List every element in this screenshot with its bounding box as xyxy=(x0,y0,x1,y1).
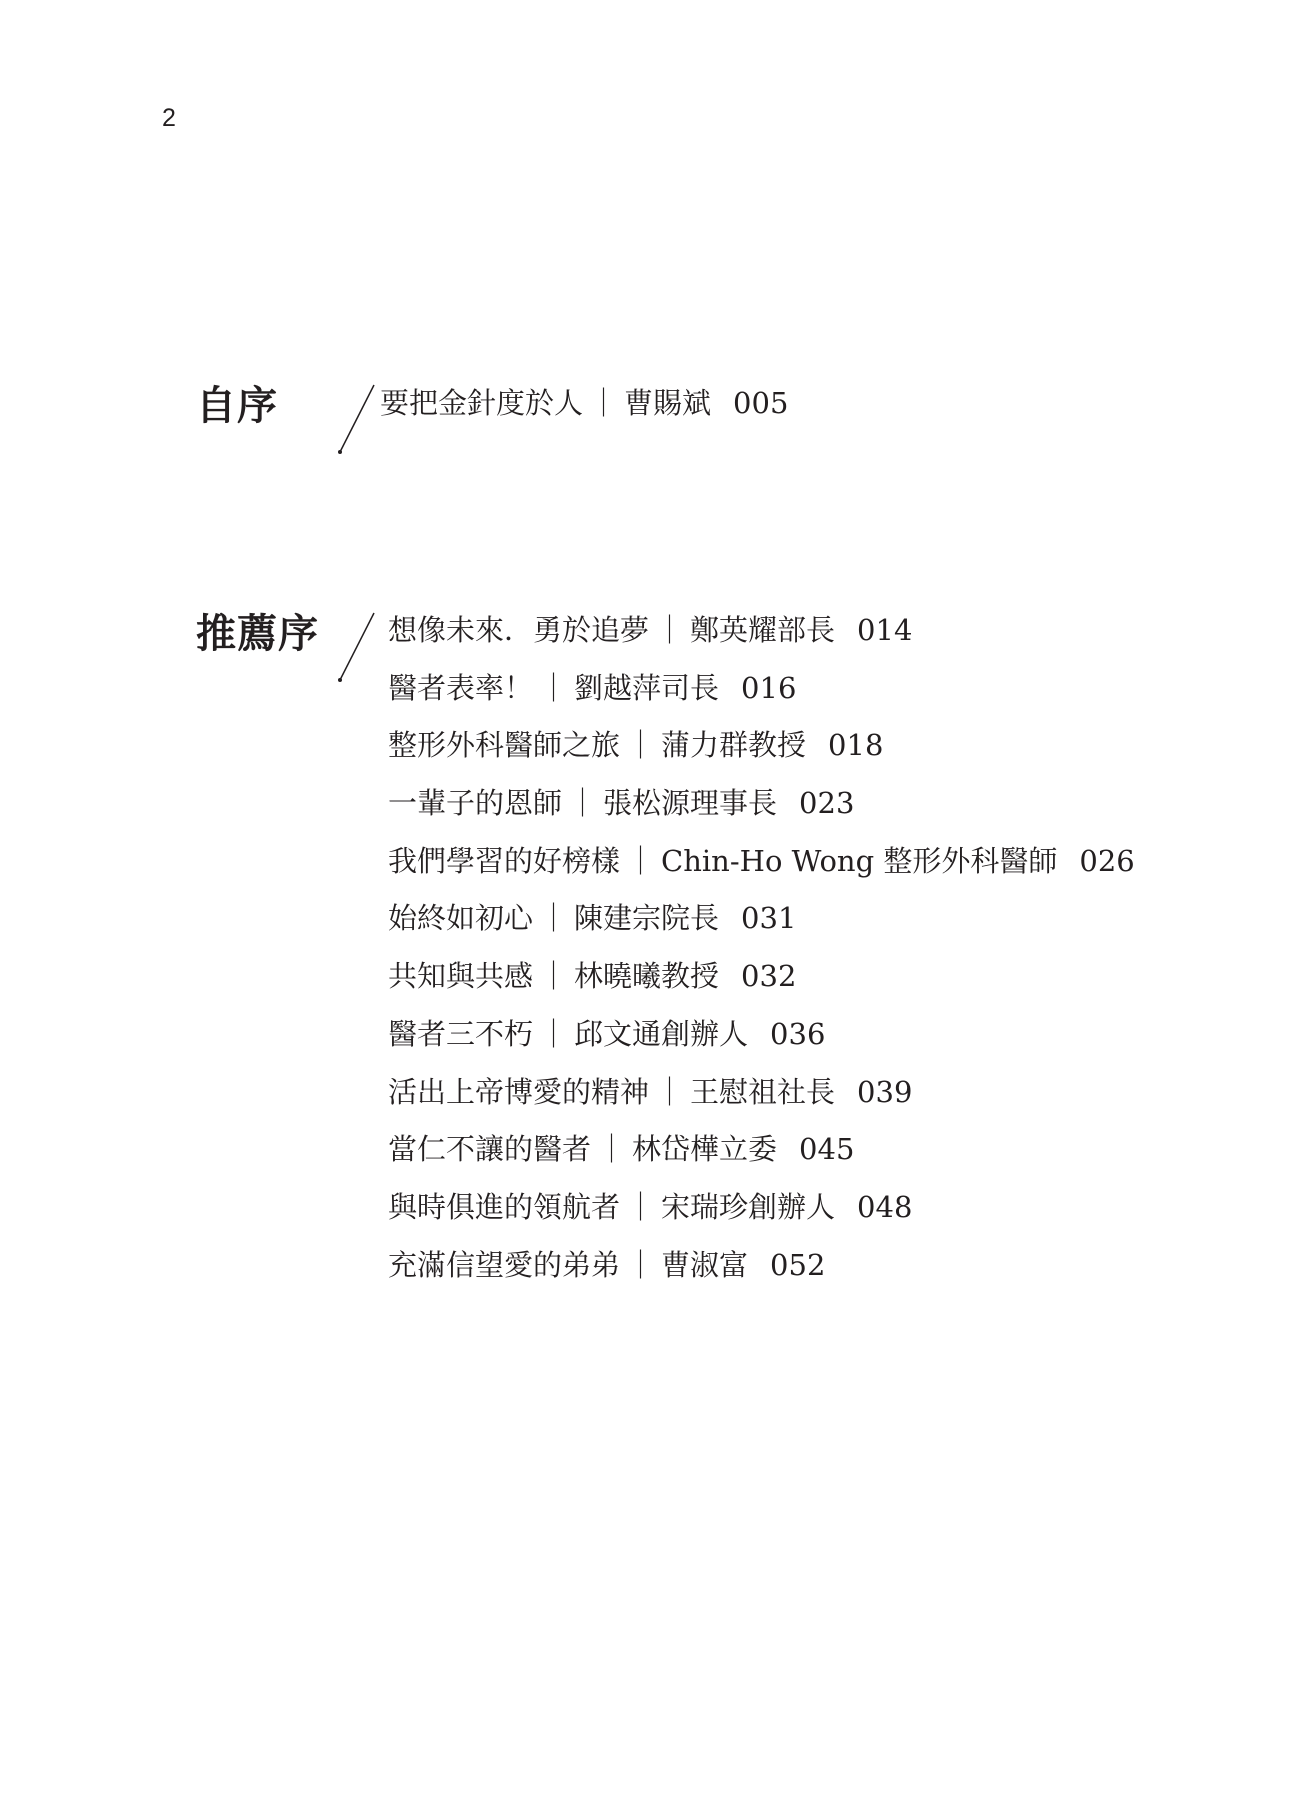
entry-page-number: 045 xyxy=(799,1132,855,1167)
slash-divider-icon xyxy=(336,610,384,686)
entry-page-number: 014 xyxy=(857,613,913,647)
entry-separator: ｜ xyxy=(539,1016,569,1051)
entry-title: 我們學習的好榜樣 xyxy=(388,843,621,878)
entry-author: 邱文通創辦人 xyxy=(574,1016,749,1051)
entry-separator: ｜ xyxy=(655,1074,685,1109)
entry-title: 充滿信望愛的弟弟 xyxy=(388,1247,621,1282)
toc-entry[interactable] xyxy=(388,786,1135,847)
entry-title: 與時俱進的領航者 xyxy=(388,1189,621,1224)
entry-author: 劉越萍司長 xyxy=(574,670,720,705)
entry-author: 鄭英耀部長 xyxy=(690,613,836,647)
entry-page-number: 016 xyxy=(741,670,797,705)
entry-title: 醫者三不朽 xyxy=(388,1016,534,1051)
entry-title: 始終如初心 xyxy=(388,901,534,936)
entry-title: 要把金針度於人 xyxy=(380,386,584,420)
toc-entry[interactable] xyxy=(388,728,1135,789)
toc-entry[interactable] xyxy=(388,901,1135,962)
entry-author: 陳建宗院長 xyxy=(574,901,720,936)
entry-page-number: 036 xyxy=(770,1016,826,1051)
entry-page-number: 005 xyxy=(733,386,789,420)
preface-entry-list xyxy=(380,386,789,447)
entry-page-number: 018 xyxy=(828,728,884,763)
entry-author: 曹賜斌 xyxy=(624,386,712,420)
entry-page-number: 023 xyxy=(799,786,855,821)
entry-title: 共知與共感 xyxy=(388,959,534,994)
entry-separator: ｜ xyxy=(655,613,685,647)
entry-page-number: 039 xyxy=(857,1074,913,1109)
preface-heading: 自序 xyxy=(196,382,278,429)
toc-entry[interactable] xyxy=(388,1016,1135,1078)
entry-separator: ｜ xyxy=(626,728,656,763)
entry-title: 當仁不讓的醫者 xyxy=(388,1132,592,1167)
entry-separator: ｜ xyxy=(626,1247,656,1282)
entry-separator: ｜ xyxy=(539,670,569,705)
entry-separator: ｜ xyxy=(626,1189,656,1224)
entry-separator: ｜ xyxy=(626,843,656,878)
entry-separator: ｜ xyxy=(568,786,598,821)
entry-title: 整形外科醫師之旅 xyxy=(388,728,621,763)
entry-title: 醫者表率！ xyxy=(388,670,534,705)
entry-author: 蒲力群教授 xyxy=(661,728,807,763)
toc-entry[interactable] xyxy=(380,386,789,447)
entry-separator: ｜ xyxy=(539,901,569,936)
entry-page-number: 048 xyxy=(857,1189,913,1224)
entry-page-number: 031 xyxy=(741,901,797,936)
entry-author: 林曉曦教授 xyxy=(574,959,720,994)
entry-page-number: 052 xyxy=(770,1247,826,1282)
slash-divider-icon xyxy=(336,382,384,458)
entry-separator: ｜ xyxy=(597,1132,627,1167)
toc-entry[interactable] xyxy=(388,843,1135,905)
entry-author: 宋瑞珍創辦人 xyxy=(661,1189,836,1224)
entry-title: 想像未來．勇於追夢 xyxy=(388,613,650,647)
entry-author: Chin-Ho Wong 整形外科醫師 xyxy=(661,843,1058,878)
entry-author: 王慰祖社長 xyxy=(690,1074,836,1109)
entry-author: 張松源理事長 xyxy=(603,786,778,821)
toc-entry[interactable] xyxy=(388,670,1135,732)
entry-separator: ｜ xyxy=(589,386,619,420)
toc-entry[interactable] xyxy=(388,959,1135,1020)
page-number: 2 xyxy=(162,104,176,132)
toc-entry[interactable] xyxy=(388,613,1135,674)
entry-page-number: 032 xyxy=(741,959,797,994)
entry-page-number: 026 xyxy=(1079,843,1135,878)
toc-entry[interactable] xyxy=(388,1074,1135,1136)
recommendations-entry-list xyxy=(388,613,1135,1308)
recommendations-heading: 推薦序 xyxy=(196,610,319,657)
toc-entry[interactable] xyxy=(388,1189,1135,1251)
entry-title: 一輩子的恩師 xyxy=(388,786,563,821)
entry-separator: ｜ xyxy=(539,959,569,994)
toc-entry[interactable] xyxy=(388,1247,1135,1309)
toc-entry[interactable] xyxy=(388,1132,1135,1193)
entry-author: 曹淑富 xyxy=(661,1247,749,1282)
entry-author: 林岱樺立委 xyxy=(632,1132,778,1167)
entry-title: 活出上帝博愛的精神 xyxy=(388,1074,650,1109)
